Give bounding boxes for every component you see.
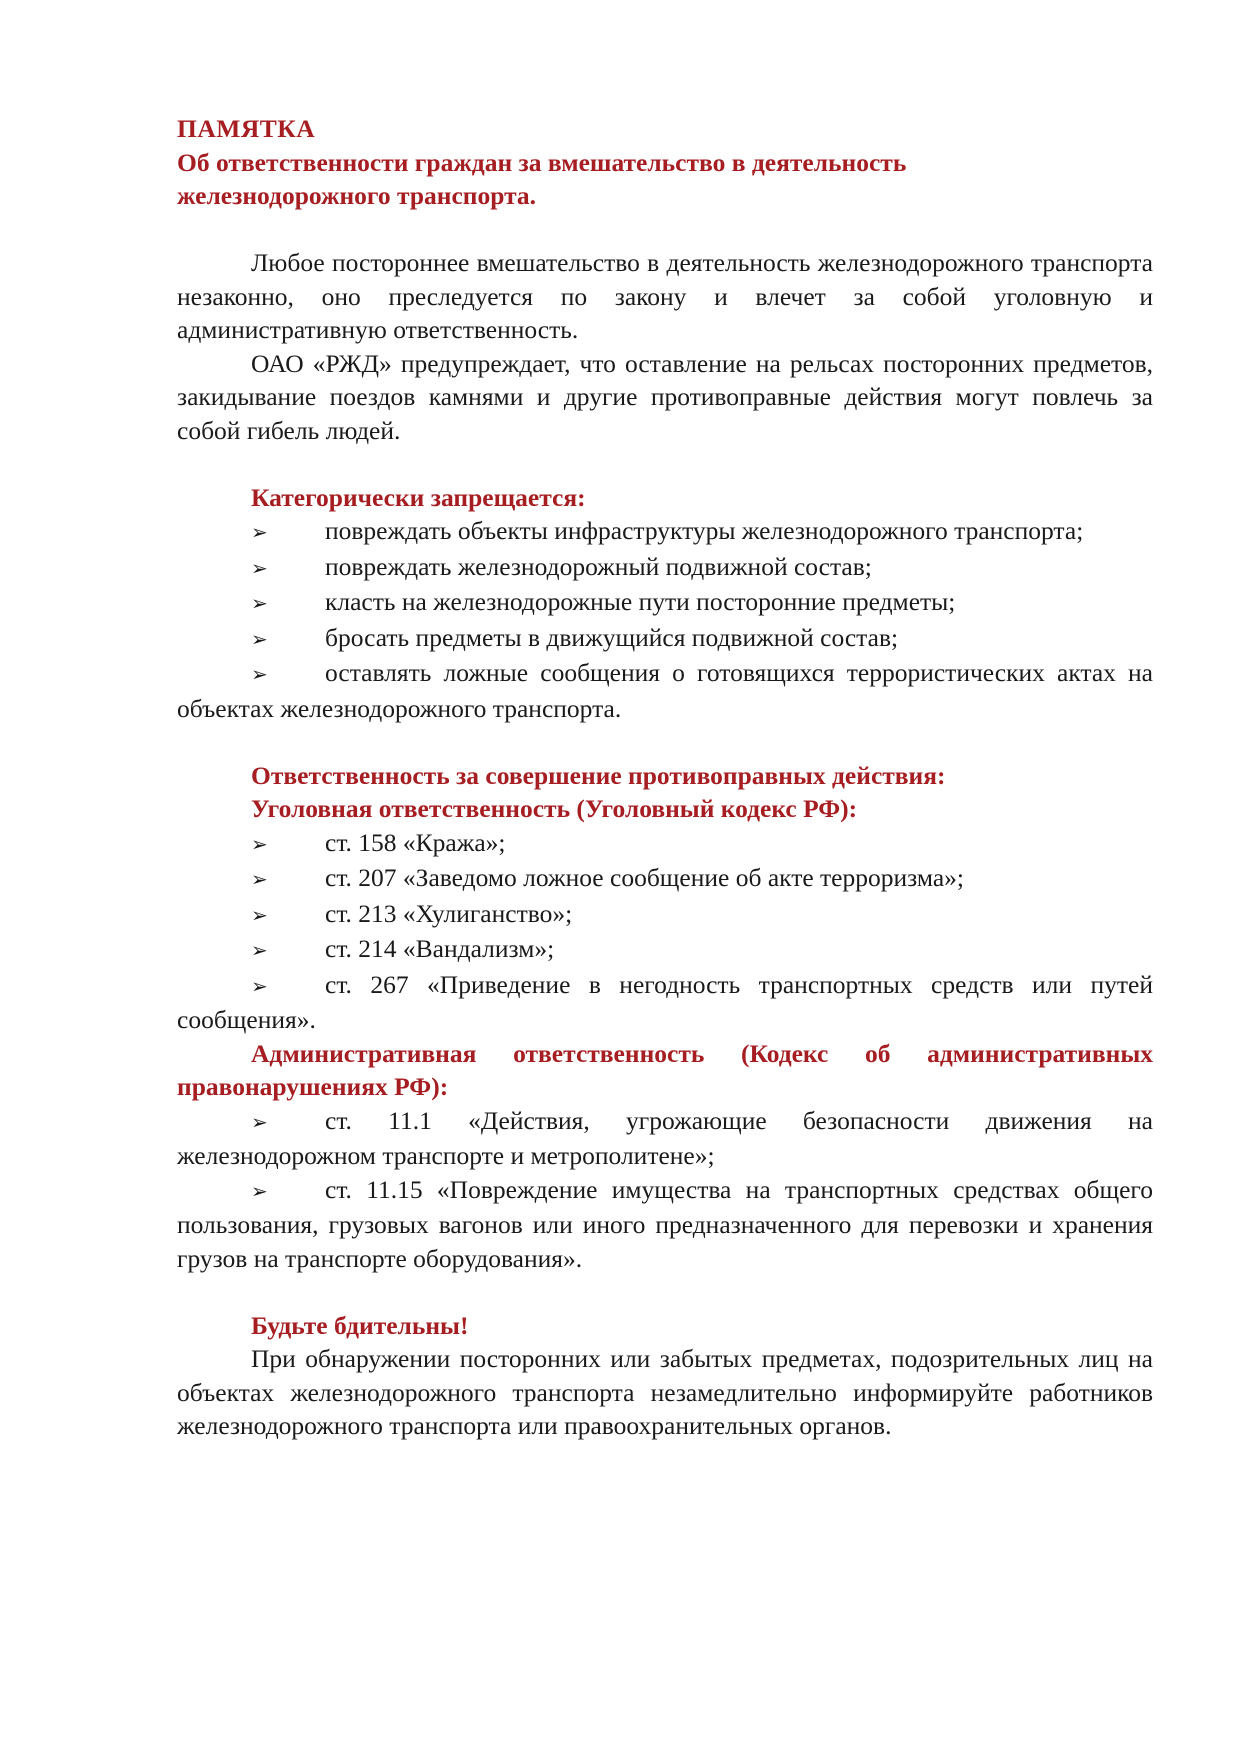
list-item: [177, 550, 1153, 586]
arrowhead-bullet-icon: ➢: [251, 938, 268, 962]
list-item: [177, 656, 1153, 725]
spacer: [177, 447, 1153, 481]
list-item-text: повреждать объекты инфраструктуры железнодорожного транспорта;: [325, 516, 1084, 545]
list-item: [177, 1173, 1153, 1276]
arrowhead-bullet-icon: ➢: [251, 831, 268, 856]
intro-paragraph-2: ОАО «РЖД» предупреждает, что оставление на рельсах посторонних предметов, закидывание поездов камнями и другие противоправные действия могут повлечь за собой гибель людей.: [177, 348, 1153, 445]
prohibited-list: [177, 514, 1153, 725]
spacer: [177, 1275, 1153, 1309]
list-item-text: ст. 214 «Вандализм»;: [325, 934, 555, 963]
list-item: [177, 621, 1153, 657]
list-item-text: ст. 267 «Приведение в негодность транспортных средств или путей сообщения».: [177, 969, 1153, 1034]
arrowhead-bullet-icon: ➢: [251, 973, 268, 998]
prohibited-heading: Категорически запрещается:: [251, 482, 586, 512]
vigilance-heading: Будьте бдительны!: [251, 1310, 469, 1340]
list-item: [177, 861, 1153, 897]
list-item-text: бросать предметы в движущийся подвижной состав;: [325, 622, 899, 652]
list-item: [177, 1104, 1153, 1173]
liability-heading: Ответственность за совершение противоправных действия:: [251, 760, 946, 790]
list-item: [177, 826, 1153, 862]
list-item-text: ст. 158 «Кража»;: [325, 827, 506, 857]
list-item: [177, 585, 1153, 621]
spacer: [177, 213, 1153, 247]
list-item: [177, 514, 1153, 550]
list-item: [177, 968, 1153, 1037]
list-item-text: ст. 11.15 «Повреждение имущества на транспортных средствах общего пользования, грузовых вагонов или иного предназначенного для перевозки и хранения грузов на транспорте оборудования».: [177, 1174, 1153, 1273]
list-item-text: ст. 207 «Заведомо ложное сообщение об акте терроризма»;: [325, 863, 964, 892]
list-item-text: ст. 11.1 «Действия, угрожающие безопасности движения на железнодорожном транспорте и метрополитене»;: [177, 1105, 1153, 1170]
list-item: [177, 932, 1153, 968]
arrowhead-bullet-icon: ➢: [251, 867, 268, 891]
document-subtitle-line-2: железнодорожного транспорта.: [177, 181, 537, 210]
arrowhead-bullet-icon: ➢: [251, 626, 268, 651]
criminal-liability-heading: Уголовная ответственность (Уголовный кодекс РФ):: [251, 794, 858, 823]
document-subtitle-line-1: Об ответственности граждан за вмешательство в деятельность: [177, 147, 907, 177]
arrowhead-bullet-icon: ➢: [251, 1178, 268, 1203]
arrowhead-bullet-icon: ➢: [251, 555, 268, 580]
list-item-text: оставлять ложные сообщения о готовящихся террористических актах на объектах железнодорожного транспорта.: [177, 658, 1153, 723]
administrative-liability-heading: Административная ответственность (Кодекс об административных правонарушениях РФ):: [177, 1038, 1153, 1101]
list-item-text: класть на железнодорожные пути посторонние предметы;: [325, 587, 956, 616]
list-item: [177, 897, 1153, 933]
administrative-list: [177, 1104, 1153, 1276]
arrowhead-bullet-icon: ➢: [251, 662, 268, 686]
criminal-list: [177, 826, 1153, 1037]
intro-paragraph-1: Любое постороннее вмешательство в деятельность железнодорожного транспорта незаконно, оно преследуется по закону и влечет за собой уголовную и административную ответственность.: [177, 248, 1153, 344]
list-item-text: ст. 213 «Хулиганство»;: [325, 898, 573, 928]
document-title: ПАМЯТКА: [177, 114, 316, 143]
spacer: [177, 725, 1153, 759]
document-content: [177, 112, 1153, 1443]
arrowhead-bullet-icon: ➢: [251, 902, 268, 927]
arrowhead-bullet-icon: ➢: [251, 591, 268, 615]
vigilance-paragraph: При обнаружении посторонних или забытых предметах, подозрительных лиц на объектах железнодорожного транспорта незамедлительно информируйте работников железнодорожного транспорта или правоохранительных органов.: [177, 1344, 1153, 1440]
arrowhead-bullet-icon: ➢: [251, 520, 268, 544]
arrowhead-bullet-icon: ➢: [251, 1109, 268, 1134]
list-item-text: повреждать железнодорожный подвижной состав;: [325, 551, 872, 581]
